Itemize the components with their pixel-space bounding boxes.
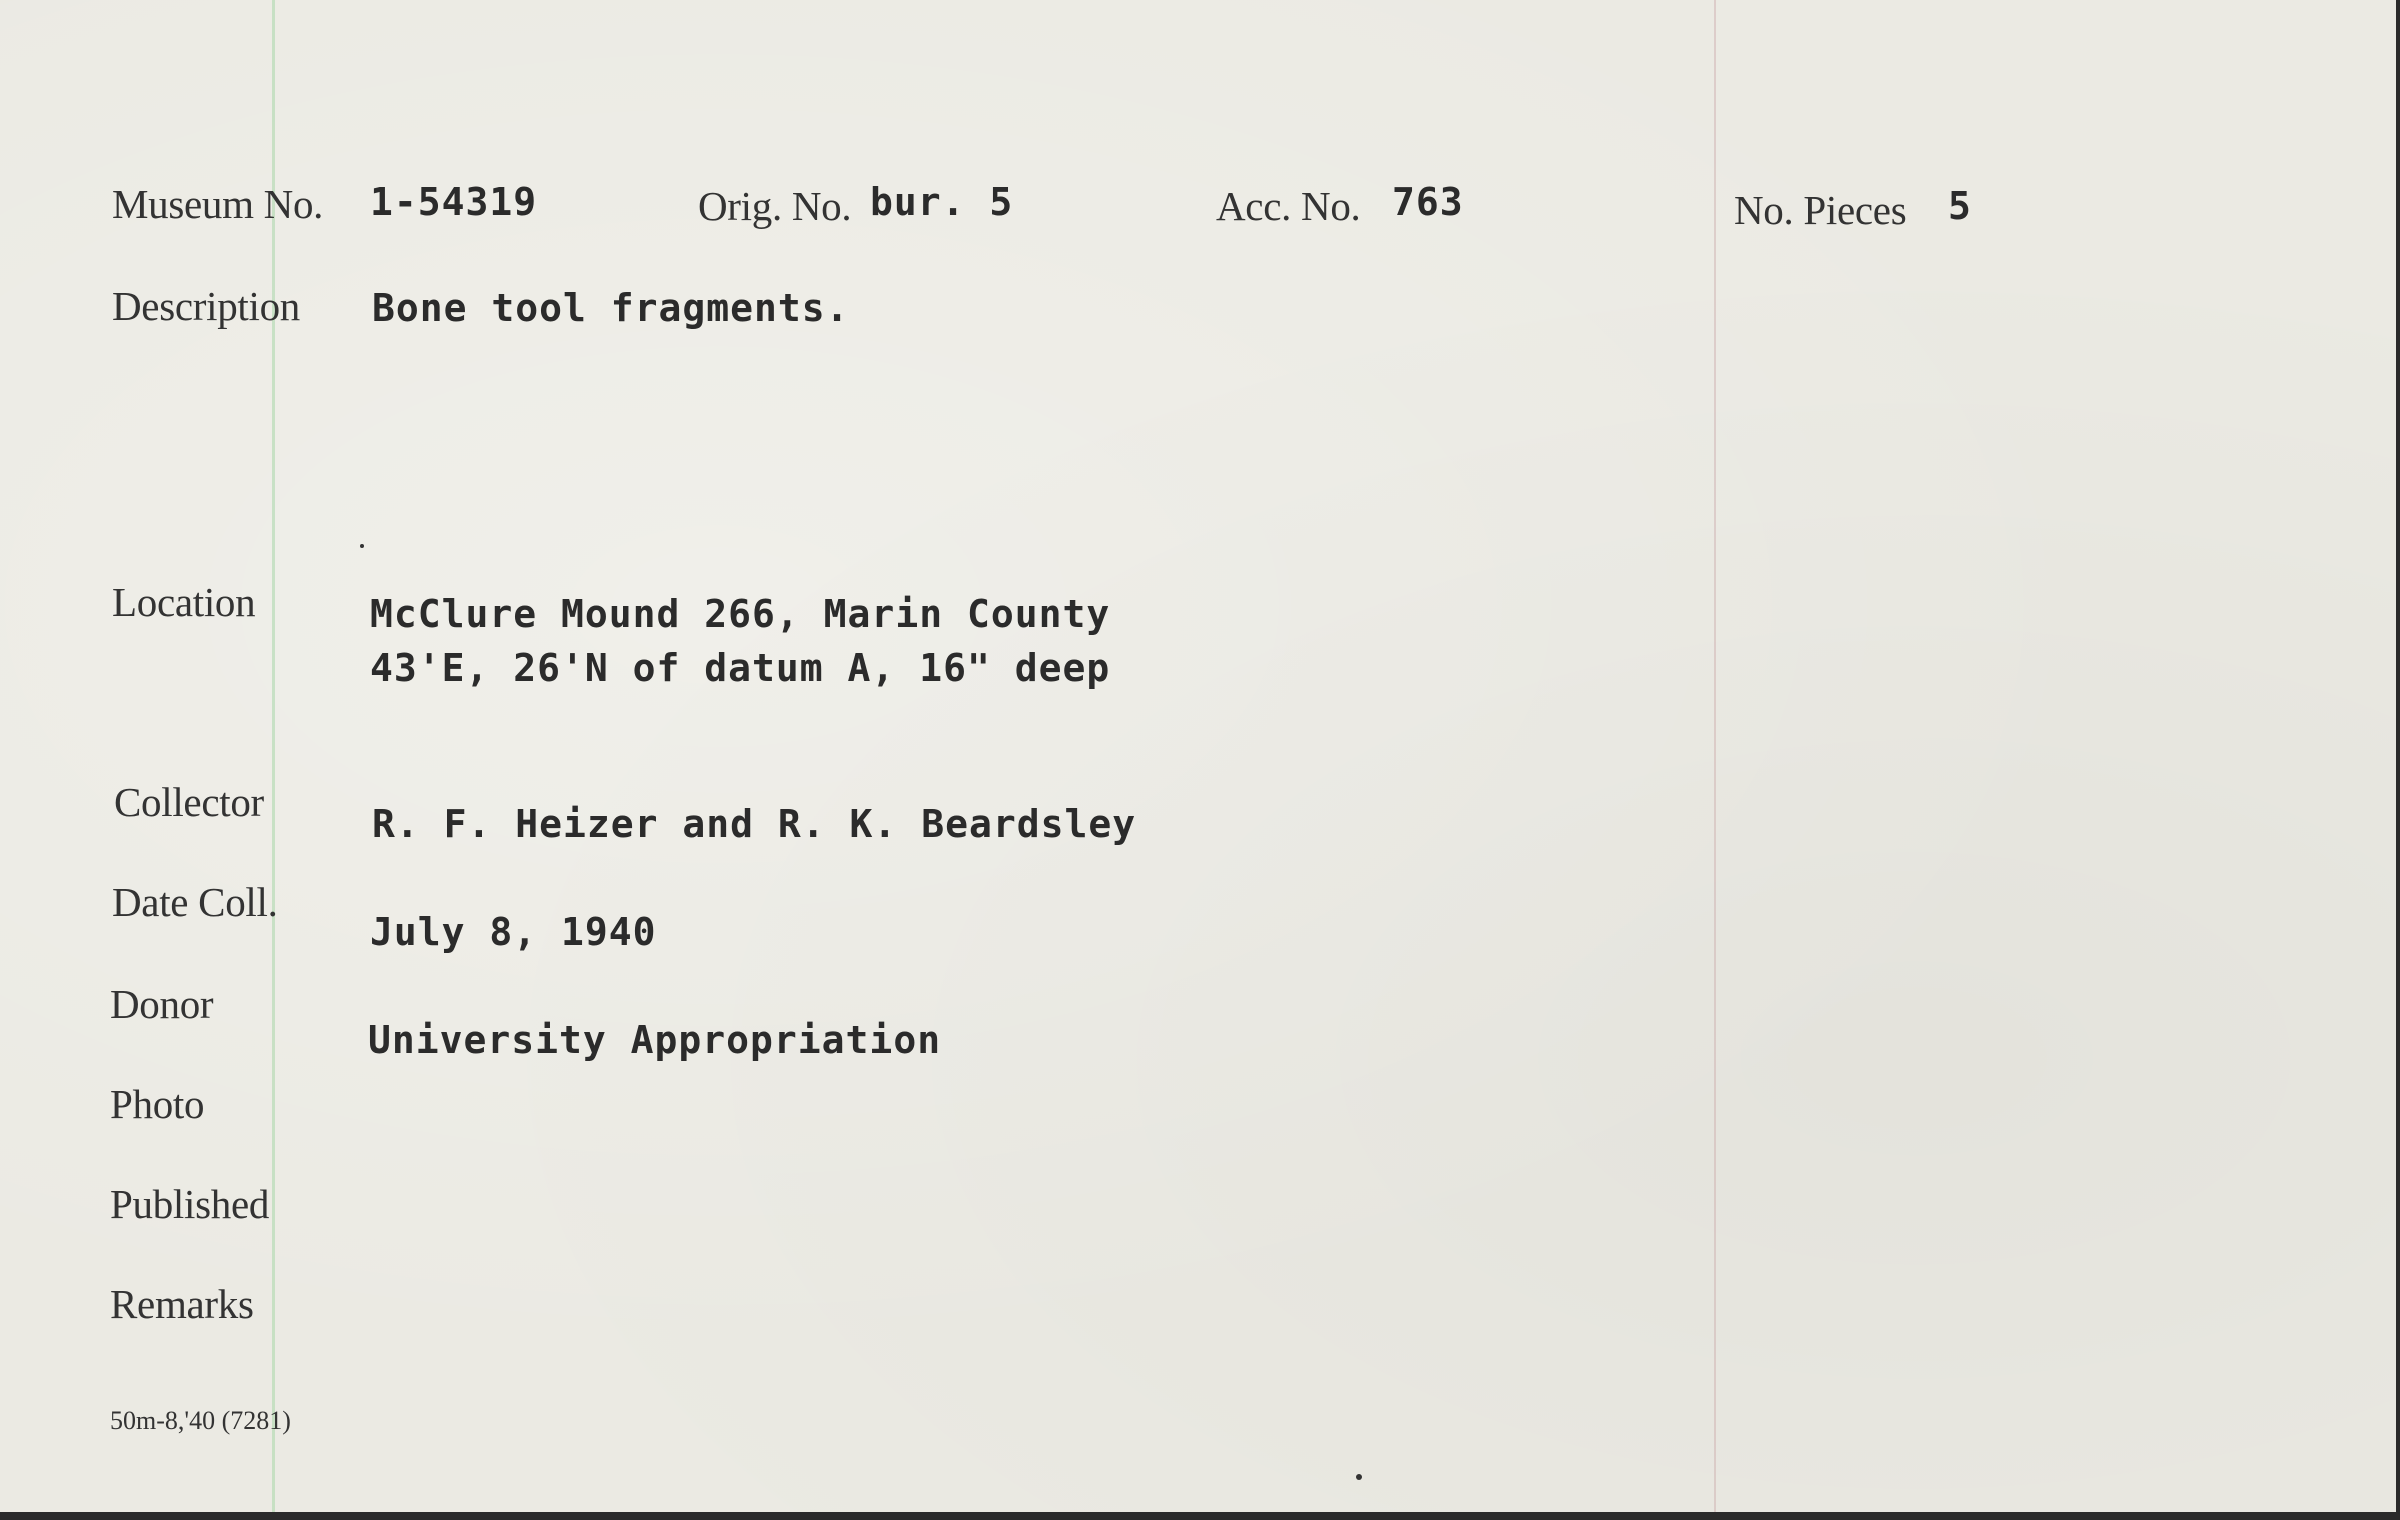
- no-pieces-label: No. Pieces: [1734, 187, 1907, 233]
- donor-label: Donor: [110, 981, 214, 1027]
- acc-no-value: 763: [1392, 180, 1464, 224]
- orig-no-label: Orig. No.: [698, 183, 852, 229]
- no-pieces-value: 5: [1948, 184, 1972, 228]
- museum-no-value: 1-54319: [370, 180, 538, 224]
- margin-rule-red: [1714, 0, 1716, 1512]
- form-code: 50m-8,'40 (7281): [110, 1406, 291, 1435]
- donor-value: University Appropriation: [368, 1018, 942, 1062]
- museum-no-label: Museum No.: [112, 181, 324, 227]
- collector-value: R. F. Heizer and R. K. Beardsley: [372, 802, 1137, 846]
- orig-no-value: bur. 5: [870, 180, 1014, 224]
- published-label: Published: [110, 1181, 270, 1227]
- description-label: Description: [112, 283, 300, 329]
- photo-label: Photo: [110, 1081, 205, 1127]
- date-coll-label: Date Coll.: [112, 879, 278, 925]
- location-line2: 43'E, 26'N of datum A, 16" deep: [370, 646, 1111, 690]
- collector-label: Collector: [114, 779, 264, 825]
- remarks-label: Remarks: [110, 1281, 254, 1327]
- location-label: Location: [112, 579, 256, 625]
- description-value: Bone tool fragments.: [372, 286, 850, 330]
- ink-speck: [360, 544, 364, 548]
- ink-speck: [1356, 1474, 1362, 1480]
- location-line1: McClure Mound 266, Marin County: [370, 592, 1111, 636]
- date-coll-value: July 8, 1940: [370, 910, 657, 954]
- acc-no-label: Acc. No.: [1216, 183, 1361, 229]
